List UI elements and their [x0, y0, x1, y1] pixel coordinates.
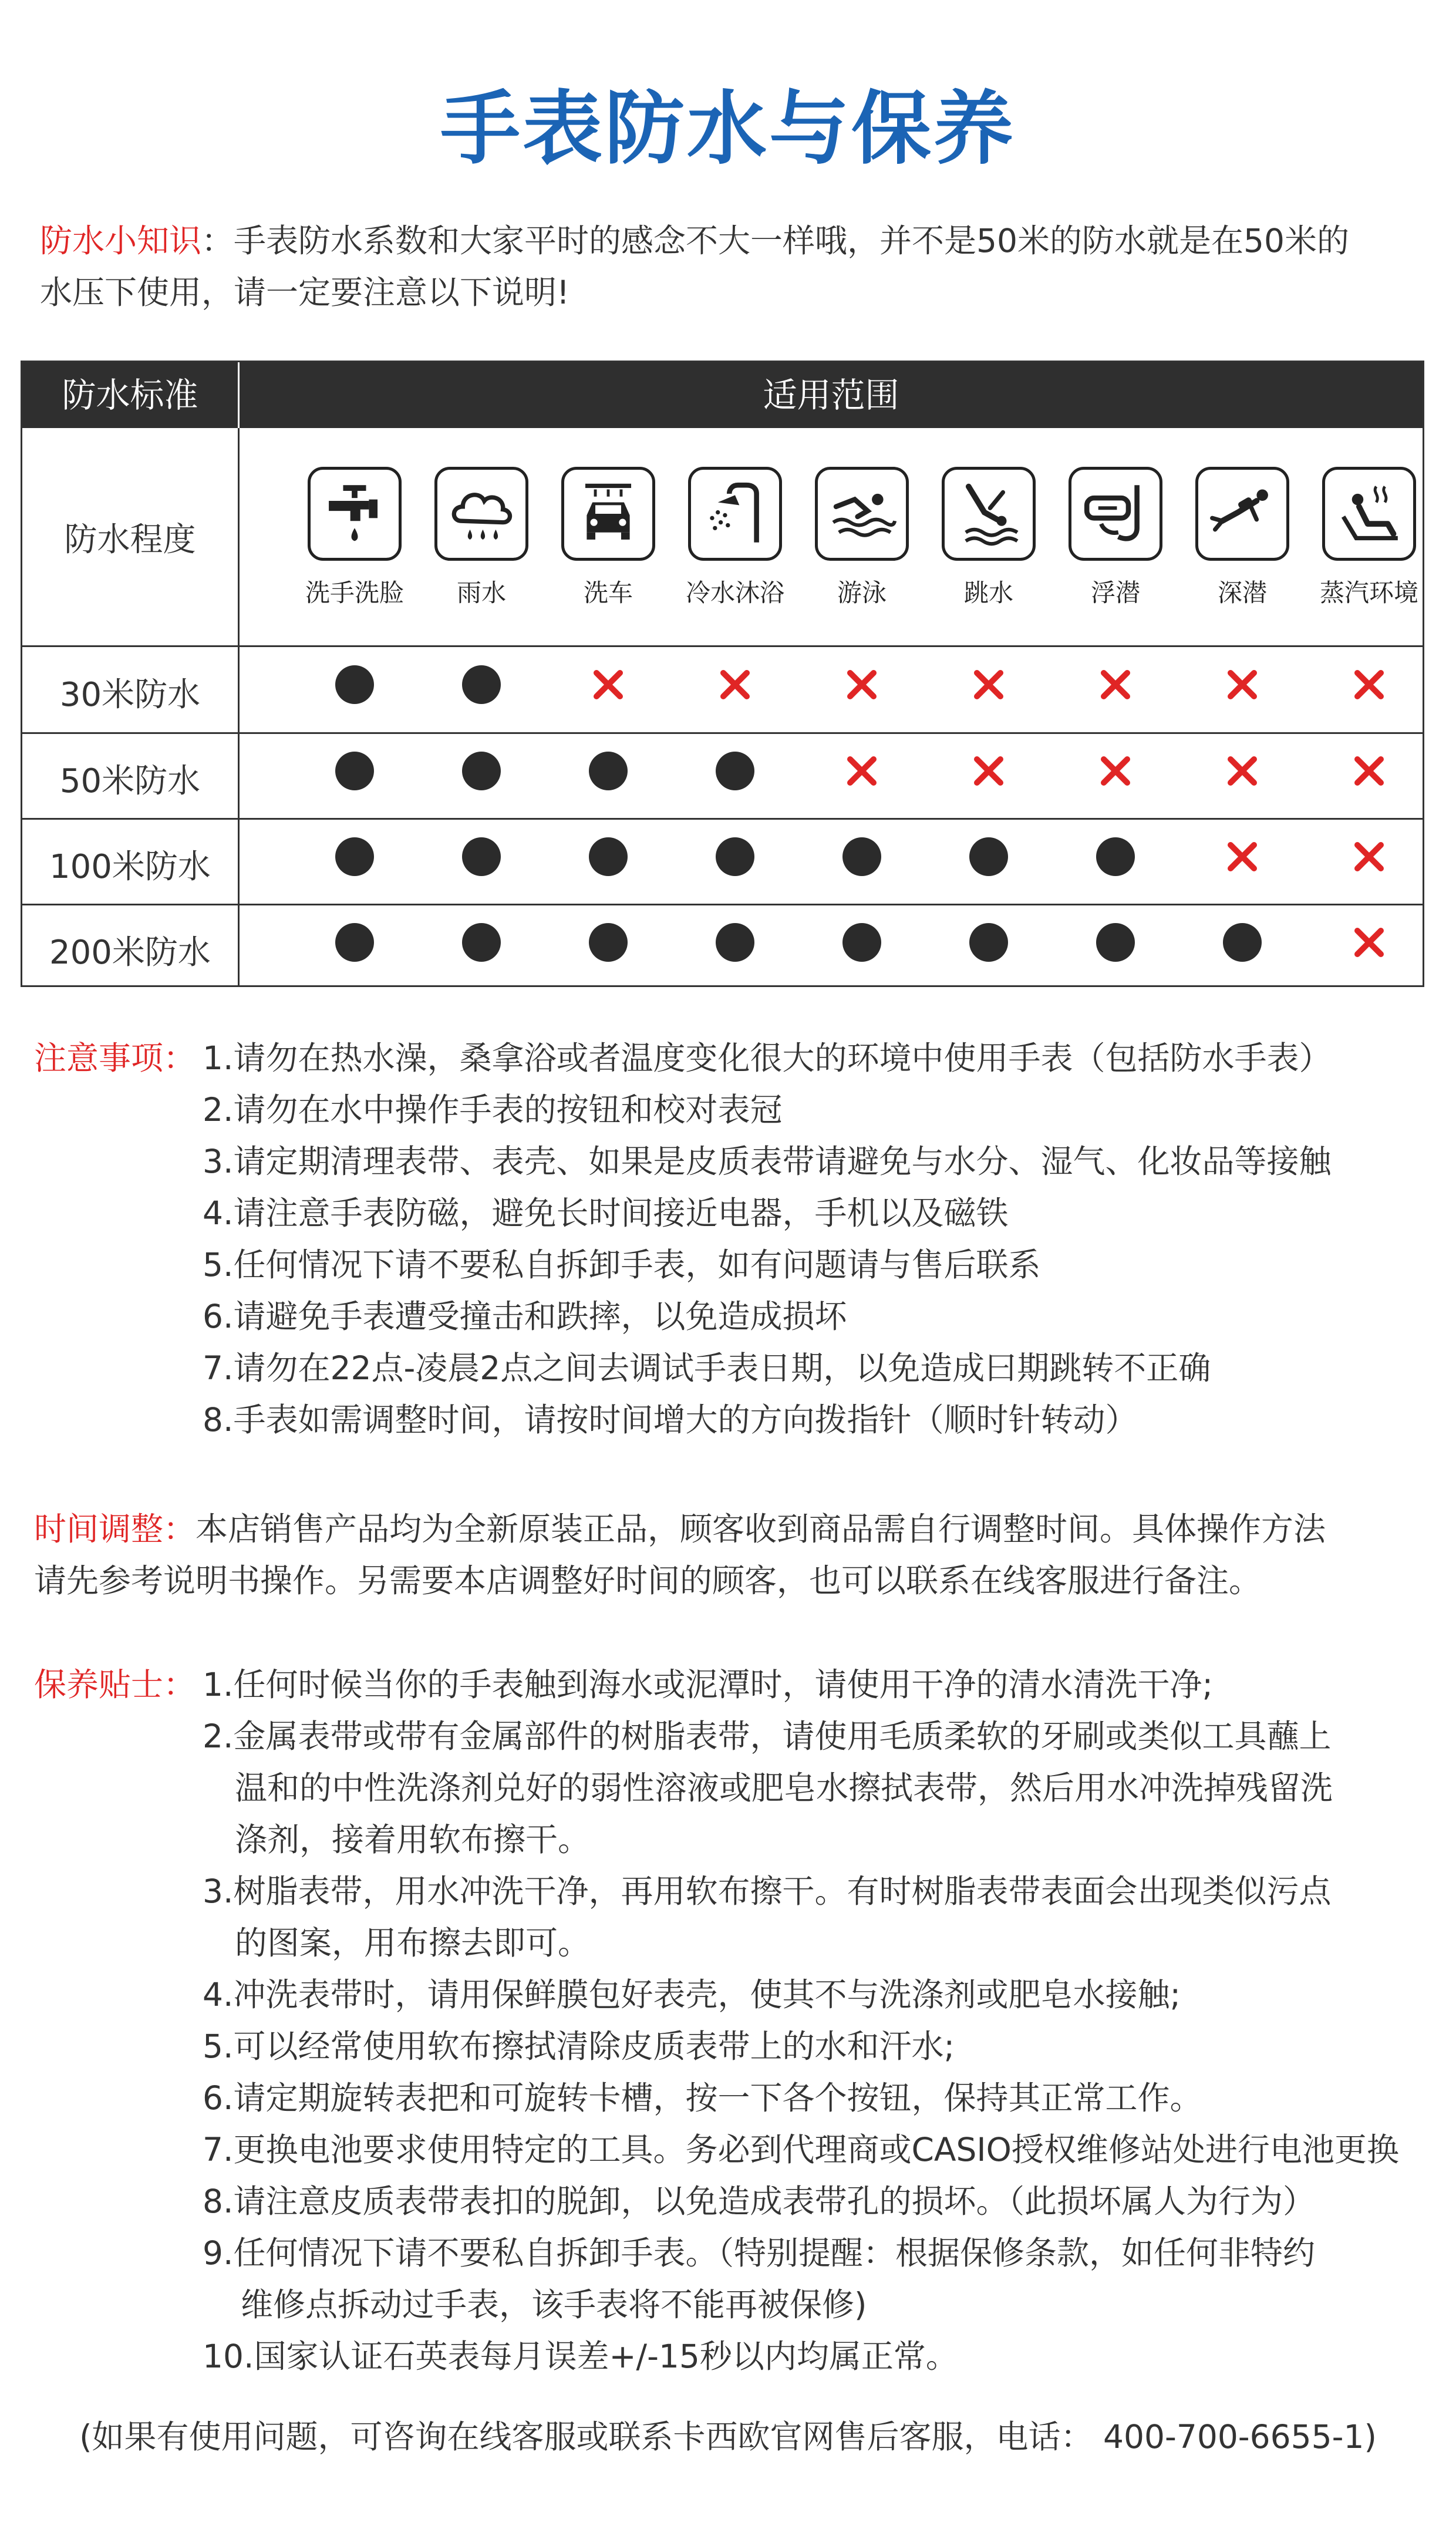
note-item: 4.请注意手表防磁，避免长时间接近电器，手机以及磁铁	[203, 1194, 1009, 1232]
faucet-icon	[319, 478, 390, 550]
intro-text-line1: ：手表防水系数和大家平时的感念不大一样哦，并不是50米的防水就是在50米的	[201, 222, 1349, 260]
activity-label: 冷水沐浴	[685, 578, 784, 607]
not-supported-cross	[1306, 923, 1433, 962]
time-adjust-text: 本店销售产品均为全新原装正品，顾客收到商品需自行调整时间。具体操作方法	[196, 1510, 1326, 1548]
dot-icon	[462, 752, 501, 790]
time-adjust-label: 时间调整：	[34, 1510, 196, 1548]
supported-dot	[418, 752, 545, 793]
supported-dot	[291, 752, 418, 793]
supported-dot	[291, 923, 418, 964]
notes-label: 注意事项：	[34, 1039, 196, 1077]
activity-label: 洗车	[583, 578, 633, 607]
supported-dot	[418, 665, 545, 706]
supported-dot	[672, 752, 798, 793]
dot-icon	[1096, 923, 1135, 962]
dot-icon	[716, 923, 754, 962]
not-supported-cross	[798, 665, 925, 705]
not-supported-cross	[672, 665, 798, 705]
cross-icon	[844, 753, 879, 789]
care-line: 2.金属表带或带有金属部件的树脂表带，请使用毛质柔软的牙刷或类似工具蘸上	[203, 1717, 1332, 1755]
row-label-100m: 100米防水	[49, 848, 211, 886]
supported-dot	[545, 837, 672, 878]
rain-cloud-icon	[446, 478, 517, 550]
dot-icon	[589, 752, 628, 790]
activity-label: 蒸汽环境	[1319, 578, 1418, 607]
supported-dot	[798, 923, 925, 964]
note-item: 7.请勿在22点-凌晨2点之间去调试手表日期，以免造成曰期跳转不正确	[203, 1349, 1211, 1387]
activity-label: 雨水	[456, 578, 506, 607]
care-line: 3.树脂表带，用水冲洗干净，再用软布擦干。有时树脂表带表面会出现类似污点	[203, 1873, 1332, 1910]
cross-icon	[1351, 839, 1387, 874]
note-item: 5.任何情况下请不要私自拆卸手表，如有问题请与售后联系	[203, 1246, 1041, 1284]
cross-icon	[971, 753, 1006, 789]
intro-label: 防水小知识	[40, 222, 202, 260]
cross-icon	[971, 667, 1006, 702]
steam-sauna-icon	[1333, 478, 1405, 550]
row-label-200m: 200米防水	[49, 934, 211, 972]
row-divider	[22, 818, 1423, 820]
supported-dot	[545, 752, 672, 793]
care-label: 保养贴士：	[34, 1666, 196, 1703]
cross-icon	[1225, 667, 1260, 702]
activity-diving	[925, 467, 1052, 609]
dot-icon	[589, 837, 628, 876]
supported-dot	[291, 837, 418, 878]
cross-icon	[591, 667, 626, 702]
note-item: 1.请勿在热水澡，桑拿浴或者温度变化很大的环境中使用手表（包括防水手表）	[203, 1039, 1332, 1077]
activity-steam	[1306, 467, 1433, 609]
care-line: 6.请定期旋转表把和可旋转卡槽，按一下各个按钮，保持其正常工作。	[203, 2079, 1202, 2117]
activity-rain	[418, 467, 545, 609]
not-supported-cross	[798, 752, 925, 791]
column-divider	[238, 428, 240, 985]
supported-dot	[925, 837, 1052, 878]
note-item: 2.请勿在水中操作手表的按钮和校对表冠	[203, 1091, 783, 1129]
care-line: 7.更换电池要求使用特定的工具。务必到代理商或CASIO授权维修站处进行电池更换	[203, 2131, 1399, 2168]
page-title: 手表防水与保养	[440, 83, 1016, 176]
dot-icon	[1223, 923, 1262, 962]
note-item: 8.手表如需调整时间，请按时间增大的方向拨指针（顺时针转动）	[203, 1401, 1138, 1439]
supported-dot	[545, 923, 672, 964]
supported-dot	[418, 923, 545, 964]
not-supported-cross	[1052, 665, 1179, 705]
activity-label: 洗手洗脸	[305, 578, 404, 607]
dot-icon	[969, 923, 1008, 962]
row-divider	[22, 645, 1423, 647]
dot-icon	[969, 837, 1008, 876]
diving-jump-icon	[953, 478, 1024, 550]
time-adjust-line1	[34, 1503, 1326, 1550]
cross-icon	[717, 667, 753, 702]
activity-label: 游泳	[837, 578, 887, 607]
cross-icon	[1225, 753, 1260, 789]
not-supported-cross	[1306, 665, 1433, 705]
intro-text-line2: 水压下使用，请一定要注意以下说明!	[40, 274, 570, 311]
activity-wash-hands	[291, 467, 418, 609]
dot-icon	[1096, 837, 1135, 876]
swimming-icon	[826, 478, 898, 550]
supported-dot	[418, 837, 545, 878]
supported-dot	[672, 837, 798, 878]
note-item: 3.请定期清理表带、表壳、如果是皮质表带请避免与水分、湿气、化妆品等接触	[203, 1143, 1332, 1180]
dot-icon	[335, 923, 374, 962]
cross-icon	[1098, 667, 1133, 702]
dot-icon	[462, 665, 501, 704]
dot-icon	[842, 837, 881, 876]
dot-icon	[335, 837, 374, 876]
dot-icon	[842, 923, 881, 962]
row-label-50m: 50米防水	[59, 762, 201, 800]
supported-dot	[1052, 837, 1179, 878]
dot-icon	[716, 837, 754, 876]
dot-icon	[462, 923, 501, 962]
care-line: 涤剂，接着用软布擦干。	[235, 1821, 591, 1858]
not-supported-cross	[1052, 752, 1179, 791]
supported-dot	[1052, 923, 1179, 964]
car-wash-icon	[572, 478, 644, 550]
activity-car-wash	[545, 467, 672, 609]
cross-icon	[1351, 925, 1387, 960]
row-divider	[22, 732, 1423, 734]
not-supported-cross	[1179, 837, 1306, 877]
note-item: 6.请避免手表遭受撞击和跌摔，以免造成损坏	[203, 1298, 847, 1335]
dot-icon	[589, 923, 628, 962]
shower-icon	[699, 478, 771, 550]
not-supported-cross	[545, 665, 672, 705]
not-supported-cross	[1179, 665, 1306, 705]
snorkel-mask-icon	[1080, 478, 1151, 550]
not-supported-cross	[925, 752, 1052, 791]
not-supported-cross	[925, 665, 1052, 705]
care-line: 1.任何时候当你的手表触到海水或泥潭时，请使用干净的清水清洗干净;	[203, 1666, 1214, 1703]
waterproof-table	[21, 361, 1424, 987]
time-adjust-line2: 请先参考说明书操作。另需要本店调整好时间的顾客，也可以联系在线客服进行备注。	[34, 1562, 1262, 1599]
scuba-diver-icon	[1206, 478, 1278, 550]
supported-dot	[672, 923, 798, 964]
footer-contact: (如果有使用问题，可咨询在线客服或联系卡西欧官网售后客服，电话： 400-700-6655-1)	[79, 2418, 1377, 2456]
care-line: 温和的中性洗涤剂兑好的弱性溶液或肥皂水擦拭表带，然后用水冲洗掉残留洗	[235, 1769, 1333, 1807]
degree-label: 防水程度	[64, 521, 196, 559]
header-scope: 适用范围	[763, 375, 899, 415]
care-line: 9.任何情况下请不要私自拆卸手表。（特别提醒：根据保修条款，如任何非特约	[203, 2234, 1315, 2272]
cross-icon	[1351, 753, 1387, 789]
care-line: 10.国家认证石英表每月误差+/-15秒以内均属正常。	[203, 2338, 958, 2375]
care-line: 5.可以经常使用软布擦拭清除皮质表带上的水和汗水;	[203, 2028, 955, 2065]
activity-deep-diving	[1179, 467, 1306, 609]
not-supported-cross	[1306, 837, 1433, 877]
dot-icon	[335, 665, 374, 704]
supported-dot	[1179, 923, 1306, 964]
care-line: 4.冲洗表带时，请用保鲜膜包好表壳，使其不与洗涤剂或肥皂水接触;	[203, 1976, 1181, 2013]
table-header	[22, 362, 1423, 428]
care-line: 的图案，用布擦去即可。	[235, 1924, 591, 1962]
cross-icon	[1098, 753, 1133, 789]
activity-label: 浮潜	[1090, 578, 1140, 607]
activity-label: 跳水	[963, 578, 1013, 607]
dot-icon	[716, 752, 754, 790]
intro-paragraph	[40, 215, 1420, 318]
supported-dot	[925, 923, 1052, 964]
activity-label: 深潜	[1217, 578, 1267, 607]
cross-icon	[844, 667, 879, 702]
care-line: 8.请注意皮质表带表扣的脱卸，以免造成表带孔的损坏。（此损坏属人为行为）	[203, 2183, 1315, 2220]
dot-icon	[335, 752, 374, 790]
not-supported-cross	[1306, 752, 1433, 791]
supported-dot	[291, 665, 418, 706]
activity-cold-shower	[672, 467, 798, 609]
activity-swimming	[798, 467, 925, 609]
row-divider	[22, 904, 1423, 905]
header-standard: 防水标准	[22, 362, 240, 428]
cross-icon	[1225, 839, 1260, 874]
activity-snorkeling	[1052, 467, 1179, 609]
supported-dot	[798, 837, 925, 878]
row-label-30m: 30米防水	[59, 676, 201, 714]
not-supported-cross	[1179, 752, 1306, 791]
cross-icon	[1351, 667, 1387, 702]
dot-icon	[462, 837, 501, 876]
care-line: 维修点拆动过手表，该手表将不能再被保修)	[241, 2286, 867, 2323]
